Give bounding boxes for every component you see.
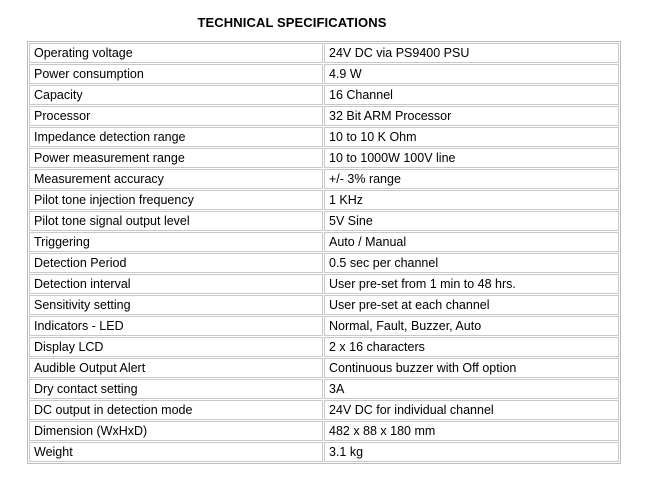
spec-value: 3A — [324, 379, 619, 399]
spec-value: 2 x 16 characters — [324, 337, 619, 357]
spec-label: Operating voltage — [29, 43, 323, 63]
spec-label: Pilot tone signal output level — [29, 211, 323, 231]
spec-value: Auto / Manual — [324, 232, 619, 252]
spec-value: +/- 3% range — [324, 169, 619, 189]
table-row — [29, 421, 619, 441]
spec-label: Dry contact setting — [29, 379, 323, 399]
spec-label: Capacity — [29, 85, 323, 105]
table-row — [29, 337, 619, 357]
spec-label: Display LCD — [29, 337, 323, 357]
spec-label: Impedance detection range — [29, 127, 323, 147]
spec-value: 482 x 88 x 180 mm — [324, 421, 619, 441]
table-row — [29, 253, 619, 273]
spec-value: Continuous buzzer with Off option — [324, 358, 619, 378]
spec-value: 24V DC via PS9400 PSU — [324, 43, 619, 63]
table-row — [29, 127, 619, 147]
table-row — [29, 106, 619, 126]
spec-value: 4.9 W — [324, 64, 619, 84]
spec-label: Measurement accuracy — [29, 169, 323, 189]
spec-value: 10 to 10 K Ohm — [324, 127, 619, 147]
table-row — [29, 274, 619, 294]
spec-value: 5V Sine — [324, 211, 619, 231]
spec-label: Power measurement range — [29, 148, 323, 168]
spec-value: 32 Bit ARM Processor — [324, 106, 619, 126]
spec-label: Detection interval — [29, 274, 323, 294]
spec-table-body — [29, 43, 619, 462]
spec-value: User pre-set from 1 min to 48 hrs. — [324, 274, 619, 294]
spec-label: Pilot tone injection frequency — [29, 190, 323, 210]
table-row — [29, 316, 619, 336]
table-row — [29, 295, 619, 315]
table-row — [29, 211, 619, 231]
spec-value: 0.5 sec per channel — [324, 253, 619, 273]
table-row — [29, 442, 619, 462]
table-row — [29, 400, 619, 420]
table-row — [29, 358, 619, 378]
table-row — [29, 64, 619, 84]
spec-label: Weight — [29, 442, 323, 462]
table-row — [29, 85, 619, 105]
spec-label: Sensitivity setting — [29, 295, 323, 315]
spec-value: 24V DC for individual channel — [324, 400, 619, 420]
spec-label: Detection Period — [29, 253, 323, 273]
spec-value: User pre-set at each channel — [324, 295, 619, 315]
table-row — [29, 169, 619, 189]
page-title: TECHNICAL SPECIFICATIONS — [197, 15, 387, 30]
table-row — [29, 379, 619, 399]
spec-label: Triggering — [29, 232, 323, 252]
spec-value: 1 KHz — [324, 190, 619, 210]
table-row — [29, 148, 619, 168]
spec-table — [27, 41, 621, 464]
spec-label: Dimension (WxHxD) — [29, 421, 323, 441]
table-row — [29, 190, 619, 210]
spec-value: 10 to 1000W 100V line — [324, 148, 619, 168]
spec-label: Indicators - LED — [29, 316, 323, 336]
table-row — [29, 232, 619, 252]
spec-value: 16 Channel — [324, 85, 619, 105]
spec-label: Audible Output Alert — [29, 358, 323, 378]
spec-value: 3.1 kg — [324, 442, 619, 462]
spec-label: DC output in detection mode — [29, 400, 323, 420]
spec-label: Power consumption — [29, 64, 323, 84]
spec-label: Processor — [29, 106, 323, 126]
spec-value: Normal, Fault, Buzzer, Auto — [324, 316, 619, 336]
table-row — [29, 43, 619, 63]
